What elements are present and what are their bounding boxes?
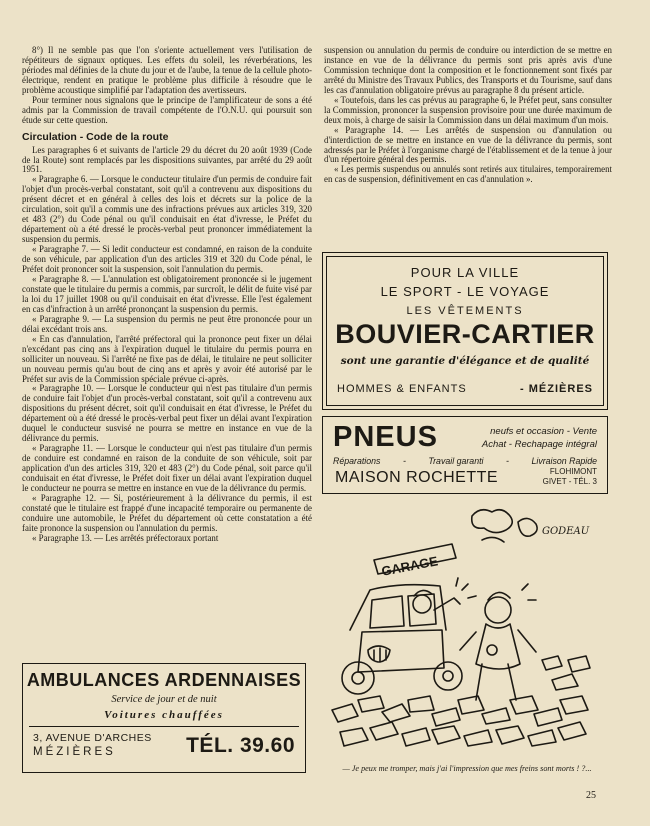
- ad-title: PNEUS: [333, 421, 438, 453]
- ad-inner-frame: [326, 256, 604, 406]
- section-heading: Circulation - Code de la route: [22, 130, 169, 143]
- ad-brand: BOUVIER-CARTIER: [335, 319, 595, 349]
- cartoon-drawing: [322, 500, 610, 758]
- paragraph: « Paragraphe 13. — Les arrêtés préfectoraux portant: [32, 532, 219, 543]
- cartoon-signature: GODEAU: [542, 526, 590, 537]
- ad-line: POUR LA VILLE: [410, 265, 520, 280]
- paragraph: 8°) Il ne semble pas que l'on s'oriente actuellement vers l'utilisation de répétiteurs de signaux optiques. Les effets du soleil, les réverbérations, les périodes mal définies de la chute du jour et de l'aube, la tenue de la cellule photo-électrique, rendent en pratique le problème plus difficile à résoudre que le problème acoustique simplifié par l'adaptation des avertisseurs.: [22, 45, 312, 95]
- paragraph: « Paragraphe 9. — La suspension du permis ne peut être prononcée pour un délai excédant trois ans.: [22, 313, 312, 334]
- service-item: Travail garanti: [428, 456, 484, 466]
- paragraph: Pour terminer nous signalons que le principe de l'amplificateur de sons a été admis par la Commission de travail compétente de l'O.N.U. qui poursuit son étude sur cette question.: [22, 94, 312, 125]
- cartoon-caption: — Je peux me tromper, mais j'ai l'impression que mes freins sont morts ! ?...: [342, 764, 592, 773]
- separator: -: [506, 456, 509, 466]
- ad-line: Service de jour et de nuit: [111, 694, 217, 705]
- paragraph: « En cas d'annulation, l'arrêté préfectoral qui la prononce peut fixer un délai n'excédant pas cinq ans à l'expiration duquel le titulaire du permis pourra en solliciter un nouveau. Si l'arrêté ne fixe pas de délai, le titulaire ne peut solliciter un nouveau permis qu'au bout de cinq ans et après y avoir été autorisé par le Préfet sur avis de la Commission spéciale prévue ci-après.: [22, 333, 312, 384]
- ad-line: Voitures chauffées: [104, 709, 224, 721]
- ad-line: LE SPORT - LE VOYAGE: [380, 284, 550, 299]
- ambulances-ad: [22, 663, 306, 773]
- divider: [29, 726, 299, 727]
- paragraph: suspension ou annulation du permis de conduire ou interdiction de se mettre en instance en vue de la délivrance du permis sont pris après avis d'une Commission technique dont la composition et le fonctionnement sont fixés par arrêté du Ministre des Travaux Publics, des Transports et du Tourisme, sauf dans les cas d'annulation obligatoire prévus au paragraphe 8 du présent article.: [324, 45, 612, 95]
- service-item: Livraison Rapide: [531, 456, 597, 466]
- paragraph: « Paragraphe 11. — Lorsque le conducteur qui n'est pas titulaire d'un permis de conduire est condamné en raison de la conduite de son véhicule, soit par application d'un des articles 319, 320 et 483 (2°) du Code pénal, soit parce qu'il conduisait en état d'ivresse, le Préfet doit fixer un délai avant l'expiration duquel le conducteur ne pourra se mettre en instance en vue de la délivrance du permis.: [22, 443, 312, 493]
- paragraph: « Paragraphe 8. — L'annulation est obligatoirement prononcée si le jugement constate que le titulaire du permis a commis, par surcroît, le délit de fuite visé par la loi du 17 juillet 1908 ou qu'il conduisait en état d'ivresse. Elle l'est également en cas d'infraction à un arrêté prononçant la suspension du permis.: [22, 273, 312, 314]
- bouvier-cartier-ad: [322, 252, 608, 410]
- ad-company: MAISON ROCHETTE: [335, 469, 499, 486]
- ad-title: AMBULANCES ARDENNAISES: [26, 670, 302, 690]
- ad-line: Achat - Rechapage intégral: [481, 439, 597, 450]
- paragraph: Les paragraphes 6 et suivants de l'article 29 du décret du 20 août 1939 (Code de la Route) sont remplacés par les dispositions suivantes, par arrêté du 29 août 1951.: [22, 144, 312, 175]
- paragraph: « Paragraphe 7. — Si ledit conducteur est condamné, en raison de la conduite de son véhicule, par application d'un des articles 319 et 320 du Code pénal, le Préfet doit prononcer soit la suspension, soit l'annulation du permis.: [22, 244, 312, 275]
- paragraph: « Paragraphe 14. — Les arrêtés de suspension ou d'annulation ou d'interdiction de se mettre en instance en vue de la délivrance du permis, sont adressés par le Préfet à l'organisme chargé de l'établissement et de la tenue à jour d'un répertoire général des permis.: [324, 124, 612, 165]
- page-number: 25: [586, 790, 596, 801]
- cartoon-illustration: [322, 500, 610, 758]
- paragraph: « Les permis suspendus ou annulés sont retirés aux titulaires, temporairement en cas de suspension, définitivement en cas d'annulation ».: [324, 164, 612, 185]
- separator: -: [402, 456, 406, 466]
- ad-tagline: sont une garantie d'élégance et de qualité: [340, 355, 590, 367]
- ad-phone: TÉL. 39.60: [186, 734, 295, 757]
- ad-footer: [337, 383, 593, 395]
- location-line: FLOHIMONT: [549, 467, 597, 476]
- ad-address: 3, AVENUE D'ARCHES: [33, 732, 152, 744]
- garage-sign: GARAGE: [380, 553, 440, 579]
- ad-line: neufs et occasion - Vente: [490, 426, 597, 437]
- pneus-ad: [322, 416, 608, 494]
- ad-line: LES VÊTEMENTS: [406, 305, 524, 317]
- ad-city: MÉZIÈRES: [33, 746, 116, 758]
- paragraph: « Paragraphe 12. — Si, postérieurement à la délivrance du permis, il est constaté que le titulaire est frappé d'une incapacité temporaire ou permanente de conduire une automobile, le Préfet du département où cette constatation a été faite prononce la suspension ou l'annulation du permis.: [22, 492, 312, 533]
- right-column: [324, 46, 612, 185]
- service-item: Réparations: [333, 456, 381, 466]
- ad-services: [333, 456, 597, 466]
- location-line: GIVET - TÉL. 3: [542, 476, 597, 486]
- ad-location: [543, 467, 597, 486]
- paragraph: « Paragraphe 10. — Lorsque le conducteur qui n'est pas titulaire d'un permis de conduire fait l'objet d'un procès-verbal constatant, soit qu'il a contrevenu aux dispositions du présent décret, soit qu'il conduisait en état d'ivresse, le Préfet du département où a été dressé le procès-verbal peut fixer un délai avant l'expiration duquel le conducteur susvisé ne pourra se mettre en instance en vue de la délivrance du permis.: [22, 383, 312, 444]
- left-column: [22, 46, 312, 544]
- paragraph: « Toutefois, dans les cas prévus au paragraphe 6, le Préfet peut, sans consulter la Commission, prononcer la suspension provisoire pour une durée maximum de deux mois, à charge de saisir la Commission dans un délai maximum d'un mois.: [324, 94, 612, 125]
- ad-footer-right: - MÉZIÈRES: [520, 383, 593, 395]
- ad-footer-left: HOMMES & ENFANTS: [337, 383, 467, 395]
- paragraph: « Paragraphe 6. — Lorsque le conducteur titulaire d'un permis de conduire fait l'objet d'un procès-verbal constatant, soit qu'il a contrevenu aux dispositions du présent décret et en général à celles des lois et décrets sur la police de la circulation, soit qu'il a commis une des infractions prévues aux articles 319, 320 et 483 (2°) du Code pénal ou qu'il conduisait en état d'ivresse, le Préfet du département où a été dressé le procès-verbal peut prononcer immédiatement la suspension du permis.: [22, 174, 312, 245]
